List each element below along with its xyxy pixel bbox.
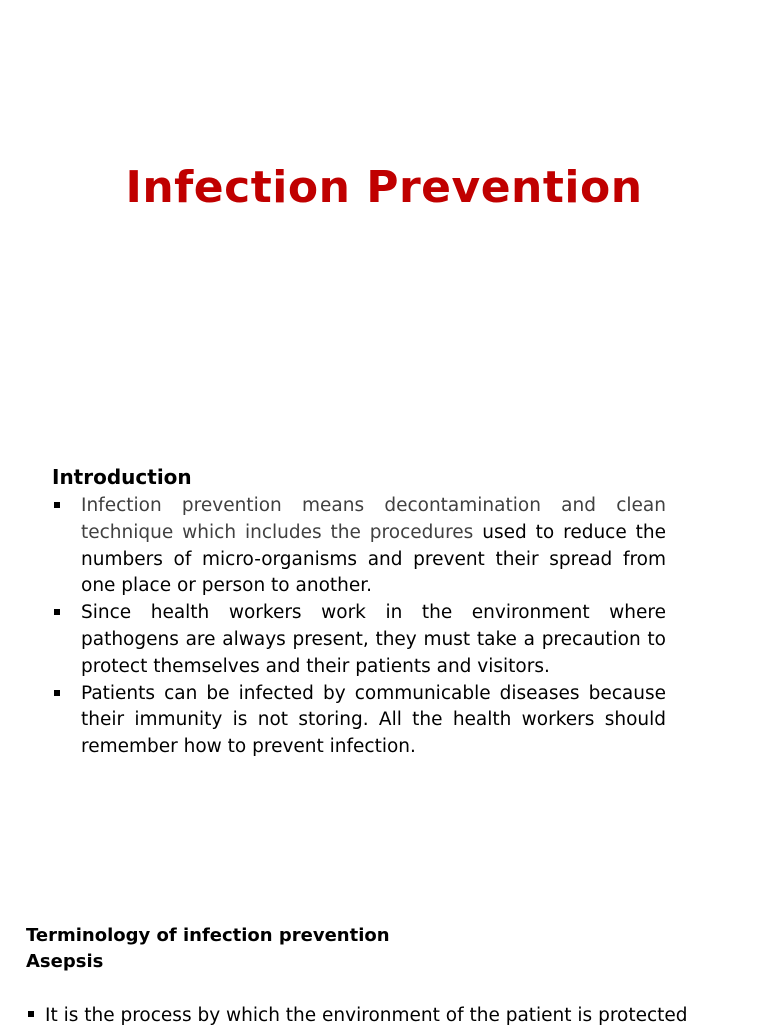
- list-item: [52, 600, 666, 680]
- terminology-section: [26, 923, 746, 1029]
- introduction-section: [52, 463, 666, 761]
- terminology-heading: Terminology of infection prevention: [26, 925, 390, 946]
- introduction-bullet-list: [52, 493, 666, 761]
- bullet-text: Patients can be infected by communicable diseases because their immunity is not storing. All the health workers should remember how to prevent infection.: [81, 682, 666, 758]
- asepsis-subheading: Asepsis: [26, 951, 104, 972]
- introduction-heading: Introduction: [52, 465, 192, 489]
- bullet-text: Since health workers work in the environment where pathogens are always present, they must take a precaution to protect themselves and their patients and visitors.: [81, 602, 666, 677]
- square-bullet-icon: [54, 609, 60, 615]
- list-item: [52, 681, 666, 761]
- bullet-text: used to reduce the numbers of micro-organisms and prevent their spread from one place or person to another.: [81, 521, 666, 597]
- square-bullet-icon: [54, 502, 60, 508]
- bullet-text-grey: Infection prevention means decontamination and clean technique which includes the procedures: [81, 495, 666, 543]
- slide-title: Infection Prevention: [125, 162, 643, 213]
- square-bullet-icon: [28, 1011, 34, 1017]
- square-bullet-icon: [54, 690, 60, 696]
- asepsis-text: It is the process by which the environment of the patient is protected: [45, 1005, 688, 1026]
- list-item: [52, 493, 666, 600]
- asepsis-paragraph: [26, 1003, 746, 1029]
